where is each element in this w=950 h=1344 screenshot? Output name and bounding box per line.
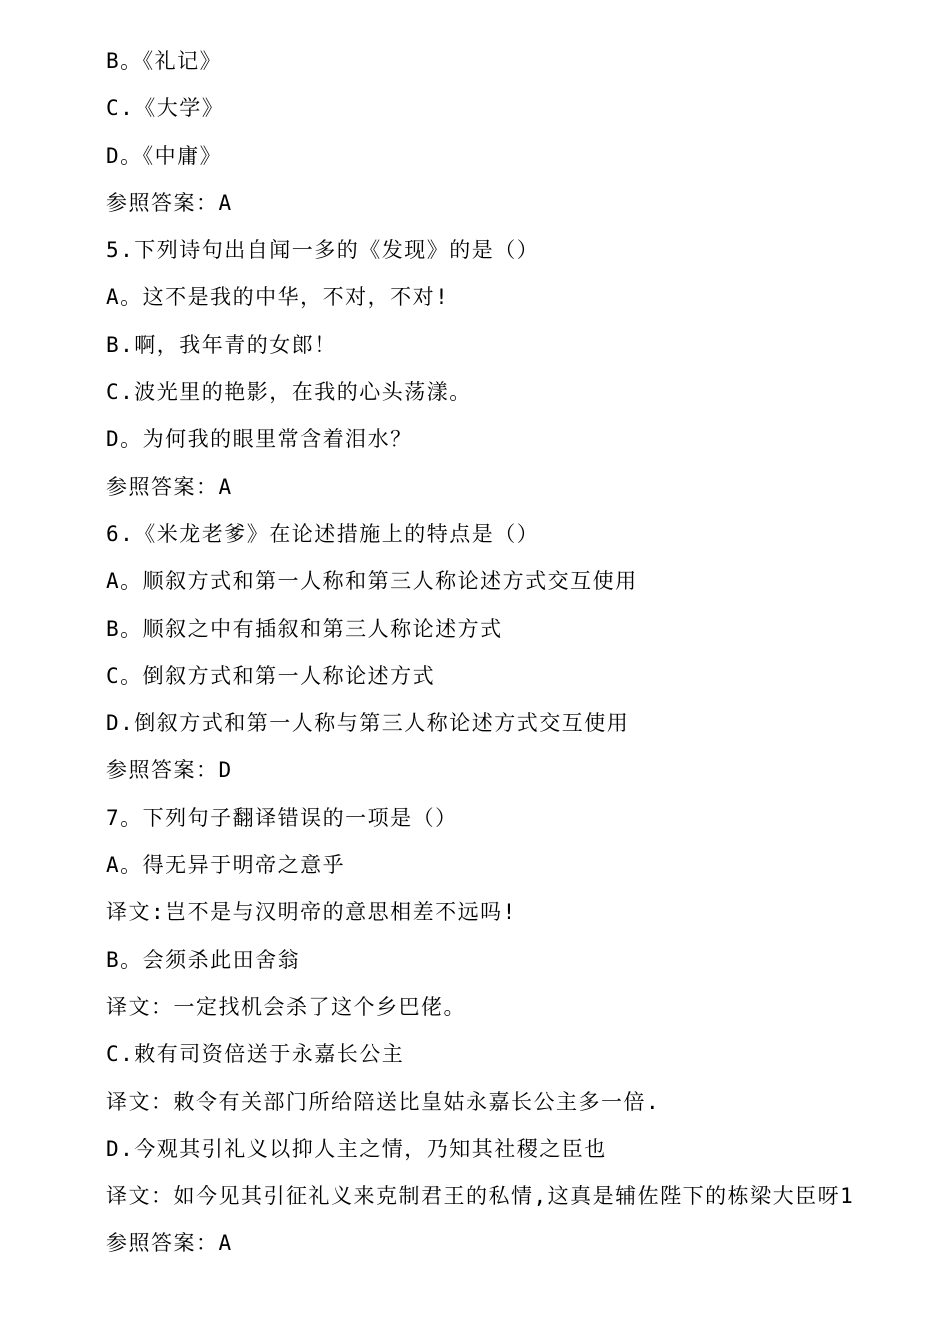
option-line: D.今观其引礼义以抑人主之情，乃知其社稷之臣也: [106, 1136, 607, 1161]
document-page: [106, 38, 936, 1268]
answer-line: 参照答案：A: [106, 190, 233, 215]
answer-line: 参照答案：A: [106, 1231, 233, 1256]
option-line: A。顺叙方式和第一人称和第三人称论述方式交互使用: [106, 569, 638, 594]
answer-line: 参照答案：A: [106, 474, 233, 499]
option-line: B。《礼记》: [106, 49, 223, 73]
option-line: D.倒叙方式和第一人称与第三人称论述方式交互使用: [106, 711, 630, 736]
option-line: B。会须杀此田舍翁: [106, 947, 301, 972]
option-line: C.敕有司资倍送于永嘉长公主: [106, 1042, 405, 1067]
question-line: 7。下列句子翻译错误的一项是（）: [106, 805, 458, 830]
question-line: 6.《米龙老爹》在论述措施上的特点是（）: [106, 521, 540, 546]
option-line: B.啊，我年青的女郎！: [106, 332, 337, 357]
translation-line: 译文：如今见其引征礼义来克制君王的私情,这真是辅佐陛下的栋梁大臣呀1: [106, 1184, 855, 1209]
option-line: A。得无异于明帝之意乎: [106, 853, 346, 878]
translation-line: 译文：敕令有关部门所给陪送比皇姑永嘉长公主多一倍.: [106, 1089, 661, 1114]
option-line: B。顺叙之中有插叙和第三人称论述方式: [106, 616, 503, 641]
option-line: C。倒叙方式和第一人称论述方式: [106, 663, 436, 688]
translation-line: 译文:岂不是与汉明帝的意思相差不远吗!: [106, 900, 517, 925]
translation-line: 译文：一定找机会杀了这个乡巴佬。: [106, 994, 466, 1019]
option-line: D。为何我的眼里常含着泪水？: [106, 427, 413, 452]
option-line: C.波光里的艳影，在我的心头荡漾。: [106, 380, 472, 405]
answer-line: 参照答案：D: [106, 758, 233, 783]
option-line: A。这不是我的中华，不对，不对!: [106, 285, 450, 310]
option-line: D。《中庸》: [106, 143, 223, 168]
option-line: C.《大学》: [106, 96, 225, 121]
question-line: 5.下列诗句出自闻一多的《发现》的是（）: [106, 238, 540, 263]
